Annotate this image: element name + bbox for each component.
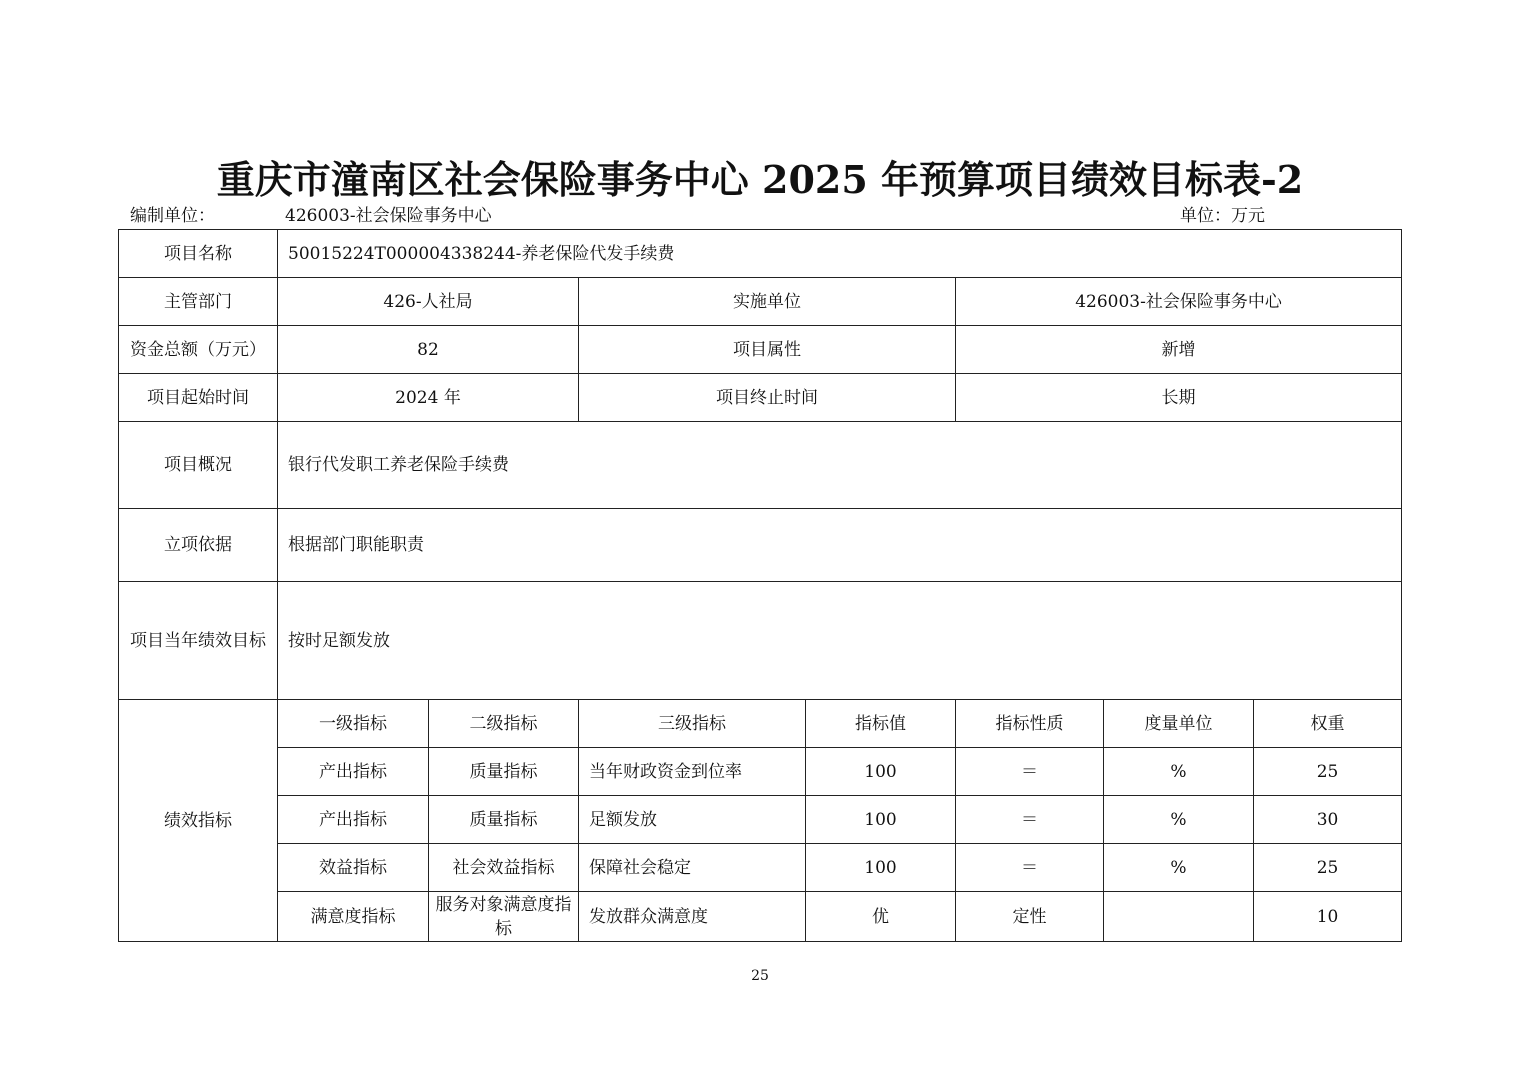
start-label: 项目起始时间: [119, 374, 278, 422]
indicator-row: [119, 844, 1402, 892]
indicator-value: 100: [806, 844, 956, 892]
attr-value: 新增: [956, 326, 1402, 374]
row-department: [119, 278, 1402, 326]
header-level1: 一级指标: [278, 700, 429, 748]
indicator-level1: 产出指标: [278, 748, 429, 796]
basis-value: 根据部门职能职责: [278, 509, 1402, 582]
indicator-level3: 保障社会稳定: [579, 844, 806, 892]
header-value: 指标值: [806, 700, 956, 748]
impl-label: 实施单位: [579, 278, 956, 326]
compiler-label: 编制单位：: [130, 206, 215, 226]
indicator-level1: 产出指标: [278, 796, 429, 844]
indicator-value: 优: [806, 892, 956, 942]
row-project-name: [119, 230, 1402, 278]
indicator-nature: ＝: [956, 844, 1104, 892]
project-name-label: 项目名称: [119, 230, 278, 278]
impl-value: 426003-社会保险事务中心: [956, 278, 1402, 326]
indicator-row: [119, 796, 1402, 844]
indicator-row: [119, 892, 1402, 942]
row-overview: [119, 422, 1402, 509]
indicator-unit: %: [1104, 844, 1254, 892]
goal-value: 按时足额发放: [278, 582, 1402, 700]
indicator-unit: %: [1104, 748, 1254, 796]
indicator-row: [119, 748, 1402, 796]
indicator-level1: 满意度指标: [278, 892, 429, 942]
row-funds: [119, 326, 1402, 374]
header-level2: 二级指标: [429, 700, 579, 748]
dept-label: 主管部门: [119, 278, 278, 326]
indicator-level3: 发放群众满意度: [579, 892, 806, 942]
performance-table: [118, 229, 1402, 942]
indicator-level2: 质量指标: [429, 796, 579, 844]
overview-label: 项目概况: [119, 422, 278, 509]
end-value: 长期: [956, 374, 1402, 422]
indicator-level3: 当年财政资金到位率: [579, 748, 806, 796]
header-weight: 权重: [1254, 700, 1402, 748]
project-name-value: 50015224T000004338244-养老保险代发手续费: [278, 230, 1402, 278]
funds-label: 资金总额（万元）: [119, 326, 278, 374]
basis-label: 立项依据: [119, 509, 278, 582]
indicator-unit: %: [1104, 796, 1254, 844]
indicator-unit: [1104, 892, 1254, 942]
goal-label: 项目当年绩效目标: [119, 582, 278, 700]
overview-value: 银行代发职工养老保险手续费: [278, 422, 1402, 509]
page-title: 重庆市潼南区社会保险事务中心 2025 年预算项目绩效目标表-2: [216, 157, 1304, 202]
header-level3: 三级指标: [579, 700, 806, 748]
attr-label: 项目属性: [579, 326, 956, 374]
dept-value: 426-人社局: [278, 278, 579, 326]
indicator-weight: 10: [1254, 892, 1402, 942]
indicator-value: 100: [806, 748, 956, 796]
unit-label: 单位：万元: [1180, 206, 1265, 226]
end-label: 项目终止时间: [579, 374, 956, 422]
indicator-header-row: [119, 700, 1402, 748]
indicator-nature: 定性: [956, 892, 1104, 942]
page-number: 25: [751, 968, 769, 984]
row-time: [119, 374, 1402, 422]
indicator-level2: 质量指标: [429, 748, 579, 796]
indicator-value: 100: [806, 796, 956, 844]
start-value: 2024 年: [278, 374, 579, 422]
header-unit: 度量单位: [1104, 700, 1254, 748]
indicator-nature: ＝: [956, 796, 1104, 844]
indicator-weight: 30: [1254, 796, 1402, 844]
indicator-weight: 25: [1254, 844, 1402, 892]
funds-value: 82: [278, 326, 579, 374]
indicator-level3: 足额发放: [579, 796, 806, 844]
header-nature: 指标性质: [956, 700, 1104, 748]
indicator-weight: 25: [1254, 748, 1402, 796]
indicators-section-label: 绩效指标: [119, 700, 278, 942]
compiler-value: 426003-社会保险事务中心: [285, 206, 492, 226]
indicator-level2: 社会效益指标: [429, 844, 579, 892]
row-basis: [119, 509, 1402, 582]
indicator-nature: ＝: [956, 748, 1104, 796]
indicator-level1: 效益指标: [278, 844, 429, 892]
indicator-level2: 服务对象满意度指标: [429, 892, 579, 942]
row-goal: [119, 582, 1402, 700]
